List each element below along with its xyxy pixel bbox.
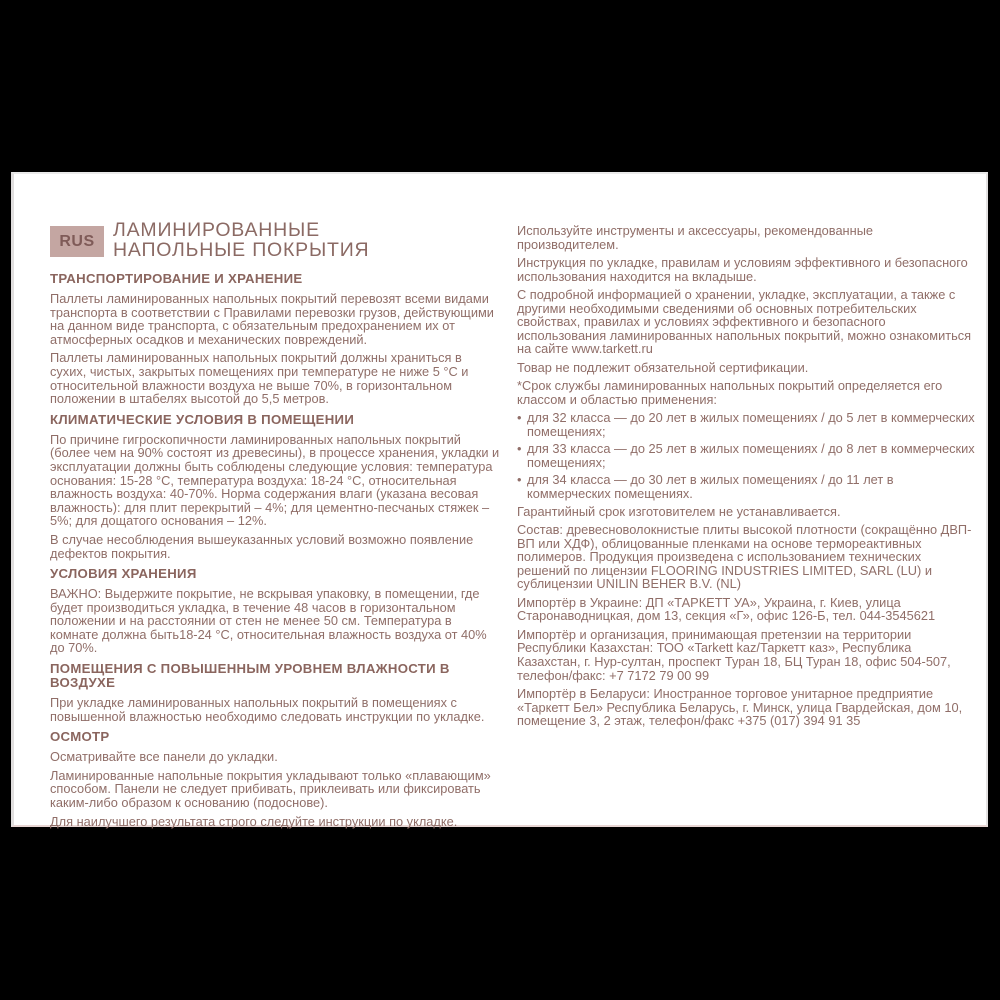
list-item-text: для 34 класса — до 30 лет в жилых помещениях / до 11 лет в коммерческих помещениях. bbox=[527, 472, 894, 502]
paragraph: Товар не подлежит обязательной сертификации. bbox=[517, 359, 809, 375]
paragraph: Инструкция по укладке, правилам и условиям эффективного и безопасного использования находится на вкладыше. bbox=[517, 254, 968, 284]
paragraph: Паллеты ламинированных напольных покрытий перевозят всеми видами транспорта в соответствии с Правилами перевозки грузов, действующими на данном виде транспорта, с обязательным предохранением их от атмосферных осадков и механических повреждений. bbox=[50, 291, 494, 347]
paragraph: Используйте инструменты и аксессуары, рекомендованные производителем. bbox=[517, 223, 874, 252]
paragraph: С подробной информацией о хранении, укладке, эксплуатации, а также с другими необходимыми сведениями об основных потребительских свойствах, правилах и условиях эффективного и безопасного использования ламинированных напольных покрытий, можно ознакомиться на сайте www.tarkett.ru bbox=[517, 286, 972, 357]
paragraph: Паллеты ламинированных напольных покрытий должны храниться в сухих, чистых, закрытых помещениях при температуре не ниже 5 °С и относительной влажности воздуха не выше 70%, в горизонтальном положении в штабелях высотой до 5,5 метров. bbox=[50, 350, 469, 407]
bullet-icon: • bbox=[517, 472, 522, 488]
section-heading-climate: КЛИМАТИЧЕСКИЕ УСЛОВИЯ В ПОМЕЩЕНИИ bbox=[50, 411, 355, 427]
paragraph-service-life: *Срок службы ламинированных напольных покрытий определяется его классом и областью применения: bbox=[517, 378, 943, 407]
bullet-icon: • bbox=[517, 410, 522, 426]
list-item-text: для 32 класса — до 20 лет в жилых помещениях / до 5 лет в коммерческих помещениях; bbox=[527, 410, 975, 439]
right-column bbox=[517, 224, 976, 733]
left-column bbox=[50, 219, 500, 833]
paragraph: По причине гигроскопичности ламинированных напольных покрытий (более чем на 90% состоят из древесины), в процессе хранения, укладки и эксплуатации должны быть соблюдены следующие условия: температура основания: 15-28 °С, температура воздуха: 18-24 °С, относительная влажность воздуха: 40-70%. Норма содержания влаги (указана весовая влажность): для плит перекрытий – 4%; для цементно-песчаных стяжек – 5%; для дощатого основания – 12%. bbox=[50, 431, 500, 529]
paragraph-importer-kazakhstan: Импортёр и организация, принимающая претензии на территории Республики Казахстан: ТОО «Tarkett kaz/Таркетт каз», Республика Казахстан, г. Нур-султан, проспект Туран 18, БЦ Туран 18, офис 504-507, телефон/факс: +7 7172 79 00 99 bbox=[517, 626, 951, 683]
document-header bbox=[50, 219, 500, 261]
paragraph: В случае несоблюдения вышеуказанных условий возможно появление дефектов покрытия. bbox=[50, 531, 474, 561]
page-title-line1: ЛАМИНИРОВАННЫЕ bbox=[113, 219, 320, 241]
paragraph-composition: Состав: древесноволокнистые плиты высокой плотности (сокращённо ДВП-ВП или ХДФ), облицованные пленками на основе термореактивных полимеров. Продукция произведена с использованием технических решений по лицензии FLOORING INDUSTRIES LIMITED, SARL (LU) и сублицензии UNILIN BEHER B.V. (NL) bbox=[517, 522, 972, 592]
list-item-text: для 33 класса — до 25 лет в жилых помещениях / до 8 лет в коммерческих помещениях; bbox=[527, 441, 975, 470]
paragraph: Для наилучшего результата строго следуйте инструкции по укладке. bbox=[50, 813, 458, 829]
section-heading-inspection: ОСМОТР bbox=[50, 729, 110, 745]
bullet-icon: • bbox=[517, 441, 522, 457]
language-badge: RUS bbox=[50, 226, 104, 257]
section-heading-humidity: ПОМЕЩЕНИЯ С ПОВЫШЕННЫМ УРОВНЕМ ВЛАЖНОСТИ В ВОЗДУХЕ bbox=[50, 661, 450, 691]
paragraph: При укладке ламинированных напольных покрытий в помещениях с повышенной влажностью необходимо следовать инструкции по укладке. bbox=[50, 695, 485, 724]
list-item-class32 bbox=[517, 411, 976, 438]
paragraph-importer-belarus: Импортёр в Беларуси: Иностранное торговое унитарное предприятие «Таркетт Бел» Республика Беларусь, г. Минск, улица Гвардейская, дом 10, помещение 3, 2 этаж, телефон/факс +375 (017) 394 91 35 bbox=[517, 685, 963, 729]
paragraph: Ламинированные напольные покрытия укладывают только «плавающим» способом. Панели не следует прибивать, приклеивать или фиксировать каким-либо образом к основанию (подоснове). bbox=[50, 767, 491, 811]
paragraph-warranty: Гарантийный срок изготовителем не устанавливается. bbox=[517, 503, 841, 519]
list-item-class34 bbox=[517, 473, 976, 500]
paragraph: ВАЖНО: Выдержите покрытие, не вскрывая упаковку, в помещении, где будет производиться укладка, в течение 48 часов в горизонтальном положении и на расстоянии от стен не менее 50 см. Температура в комнате должна быть18-24 °С, относительная влажность воздуха от 40% до 70%. bbox=[50, 586, 487, 656]
list-item-class33 bbox=[517, 442, 976, 469]
section-heading-transport: ТРАНСПОРТИРОВАНИЕ И ХРАНЕНИЕ bbox=[50, 271, 303, 286]
page-title-line2: НАПОЛЬНЫЕ ПОКРЫТИЯ bbox=[113, 239, 370, 261]
page-title bbox=[113, 220, 369, 260]
section-heading-storage: УСЛОВИЯ ХРАНЕНИЯ bbox=[50, 566, 197, 582]
paragraph-importer-ukraine: Импортёр в Украине: ДП «ТАРКЕТТ УА», Украина, г. Киев, улица Старонаводницкая, дом 13, секция «Г», офис 126-Б, тел. 044-3545621 bbox=[517, 594, 936, 624]
paragraph: Осматривайте все панели до укладки. bbox=[50, 749, 278, 765]
